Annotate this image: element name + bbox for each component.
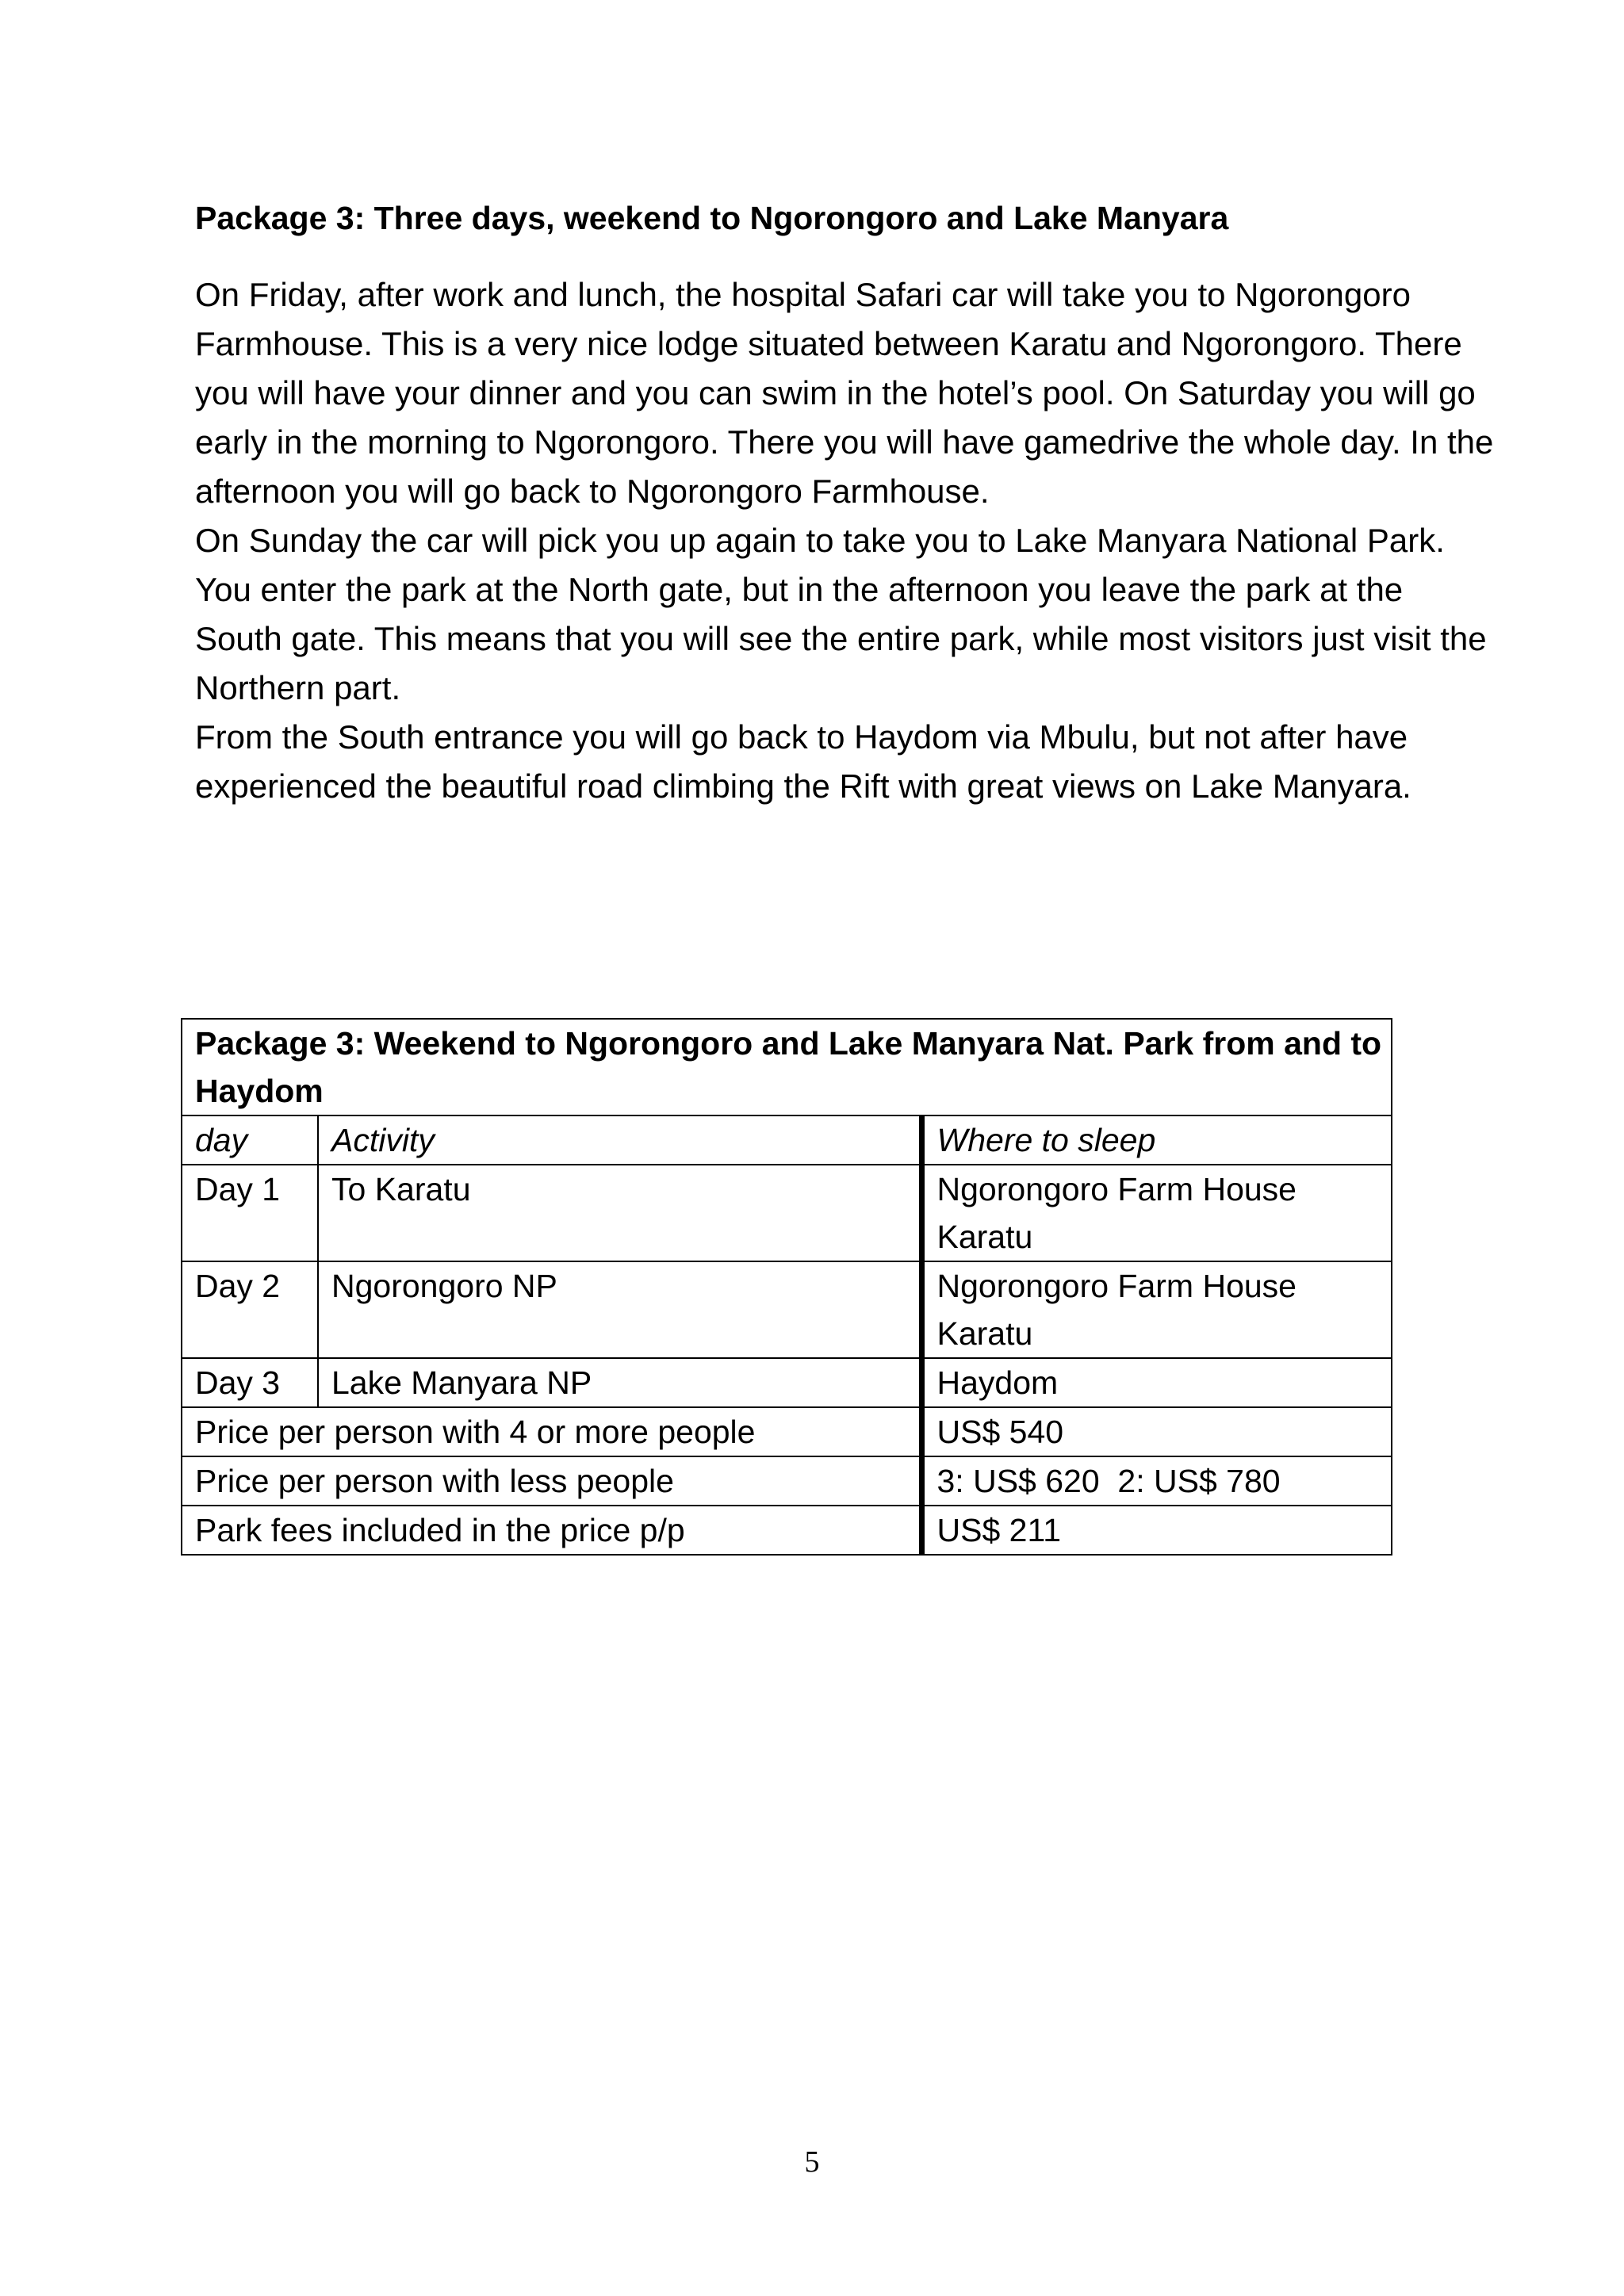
day-cell: Day 3	[182, 1358, 318, 1407]
sleep-cell: Ngorongoro Farm House Karatu	[921, 1261, 1392, 1358]
price-label: Price per person with less people	[182, 1456, 921, 1506]
activity-cell: To Karatu	[318, 1165, 921, 1261]
table-title-row	[182, 1019, 1392, 1115]
header-where-to-sleep: Where to sleep	[921, 1115, 1392, 1165]
price-value: US$ 211	[921, 1506, 1392, 1555]
page-number: 5	[804, 2145, 820, 2179]
sleep-cell: Haydom	[921, 1358, 1392, 1407]
table-header-row	[182, 1115, 1392, 1165]
table-row	[182, 1358, 1392, 1407]
paragraph: On Sunday the car will pick you up again to take you to Lake Manyara National Park. You enter the park at the North gate, but in the afternoon you leave the park at the South gate. This means that you will see the entire park, while most visitors just visit the Northern part.	[195, 522, 1487, 706]
header-activity: Activity	[318, 1115, 921, 1165]
price-value: US$ 540	[921, 1407, 1392, 1456]
table-row	[182, 1261, 1392, 1358]
table-title: Package 3: Weekend to Ngorongoro and Lake Manyara Nat. Park from and to Haydom	[182, 1019, 1392, 1115]
day-cell: Day 1	[182, 1165, 318, 1261]
itinerary-table	[181, 1018, 1392, 1556]
table-row	[182, 1165, 1392, 1261]
price-row	[182, 1407, 1392, 1456]
activity-cell: Ngorongoro NP	[318, 1261, 921, 1358]
activity-cell: Lake Manyara NP	[318, 1358, 921, 1407]
paragraph: On Friday, after work and lunch, the hospital Safari car will take you to Ngorongoro Farmhouse. This is a very nice lodge situated between Karatu and Ngorongoro. There you will have your dinner and you can swim in the hotel’s pool. On Saturday you will go early in the morning to Ngorongoro. There you will have gamedrive the whole day. In the afternoon you will go back to Ngorongoro Farmhouse.	[195, 276, 1494, 510]
day-cell: Day 2	[182, 1261, 318, 1358]
header-day: day	[182, 1115, 318, 1165]
price-label: Park fees included in the price p/p	[182, 1506, 921, 1555]
price-value: 3: US$ 620 2: US$ 780	[921, 1456, 1392, 1506]
price-row	[182, 1456, 1392, 1506]
body-text	[195, 270, 1496, 811]
section-heading: Package 3: Three days, weekend to Ngorongoro and Lake Manyara	[195, 200, 1229, 236]
price-label: Price per person with 4 or more people	[182, 1407, 921, 1456]
price-row	[182, 1506, 1392, 1555]
sleep-cell: Ngorongoro Farm House Karatu	[921, 1165, 1392, 1261]
paragraph: From the South entrance you will go back to Haydom via Mbulu, but not after have experienced the beautiful road climbing the Rift with great views on Lake Manyara.	[195, 718, 1411, 805]
